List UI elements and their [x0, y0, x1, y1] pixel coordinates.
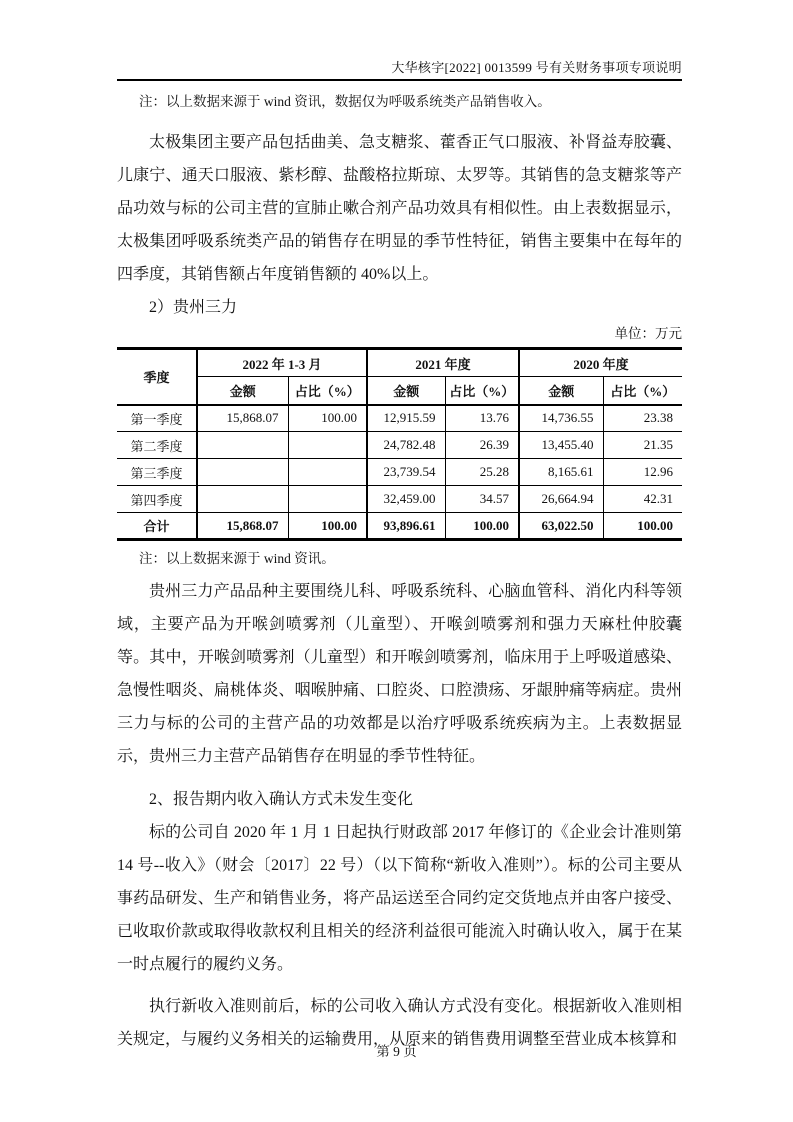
page-content	[117, 86, 682, 1056]
value-cell	[197, 459, 288, 486]
value-cell: 26,664.94	[519, 486, 603, 513]
row-label: 第四季度	[117, 486, 197, 513]
table-header-amount-2022: 金额	[197, 377, 288, 405]
table1-source-note: 注：以上数据来源于 wind 资讯，数据仅为呼吸系统类产品销售收入。	[139, 94, 551, 109]
value-cell: 93,896.61	[367, 513, 445, 540]
value-cell	[288, 432, 367, 459]
page-footer	[0, 1040, 793, 1060]
guizhou-products-paragraph: 贵州三力产品品种主要围绕儿科、呼吸系统科、心脑血管科、消化内科等领域，主要产品为开喉剑喷雾剂（儿童型）、开喉剑喷雾剂和强力天麻杜仲胶囊等。其中，开喉剑喷雾剂（儿童型）和开喉剑喷雾剂，临床用于上呼吸道感染、急慢性咽炎、扁桃体炎、咽喉肿痛、口腔炎、口腔溃疡、牙龈肿痛等病症。贵州三力与标的公司的主营产品的功效都是以治疗呼吸系统疾病为主。上表数据显示，贵州三力主营产品销售存在明显的季节性特征。	[117, 583, 682, 765]
row-label: 第二季度	[117, 432, 197, 459]
table-header-2020: 2020 年度	[519, 349, 682, 377]
value-cell: 100.00	[288, 513, 367, 540]
guizhou-sanli-heading: 2）贵州三力	[149, 299, 238, 316]
value-cell: 12.96	[603, 459, 682, 486]
table-header-amount-2021: 金额	[367, 377, 445, 405]
value-cell: 26.39	[445, 432, 519, 459]
value-cell	[288, 486, 367, 513]
value-cell: 100.00	[445, 513, 519, 540]
table-header-ratio-2020: 占比（%）	[603, 377, 682, 405]
value-cell: 15,868.07	[197, 405, 288, 432]
value-cell: 12,915.59	[367, 405, 445, 432]
value-cell: 24,782.48	[367, 432, 445, 459]
table-header-2022: 2022 年 1-3 月	[197, 349, 367, 377]
value-cell: 34.57	[445, 486, 519, 513]
value-cell: 32,459.00	[367, 486, 445, 513]
value-cell: 13.76	[445, 405, 519, 432]
value-cell: 13,455.40	[519, 432, 603, 459]
value-cell: 14,736.55	[519, 405, 603, 432]
table-header-years-row	[117, 349, 682, 377]
value-cell: 25.28	[445, 459, 519, 486]
taiji-products-paragraph: 太极集团主要产品包括曲美、急支糖浆、藿香正气口服液、补肾益寿胶囊、儿康宁、通天口服液、紫杉醇、盐酸格拉斯琼、太罗等。其销售的急支糖浆等产品功效与标的公司主营的宣肺止嗽合剂产品功效具有相似性。由上表数据显示，太极集团呼吸系统类产品的销售存在明显的季节性特征，销售主要集中在每年的四季度，其销售额占年度销售额的 40%以上。	[117, 134, 682, 283]
table-header-sub-row	[117, 377, 682, 405]
value-cell: 100.00	[603, 513, 682, 540]
page-number: 第 9 页	[376, 1044, 417, 1059]
table2-source-note: 注：以上数据来源于 wind 资讯。	[139, 551, 335, 566]
transport-cost-paragraph: 执行新收入准则前后，标的公司收入确认方式没有变化。根据新收入准则相关规定，与履约义务相关的运输费用，从原来的销售费用调整至营业成本核算和	[117, 998, 682, 1048]
quarterly-sales-table	[117, 347, 682, 541]
row-label: 第三季度	[117, 459, 197, 486]
table-unit-label: 单位：万元	[614, 326, 682, 341]
value-cell: 100.00	[288, 405, 367, 432]
header-doc-reference: 大华核字[2022] 0013599 号有关财务事项专项说明	[391, 60, 682, 75]
table-row-q1	[117, 405, 682, 432]
table-header-ratio-2022: 占比（%）	[288, 377, 367, 405]
value-cell: 42.31	[603, 486, 682, 513]
table-header-amount-2020: 金额	[519, 377, 603, 405]
table-row-total	[117, 513, 682, 540]
value-cell: 23,739.54	[367, 459, 445, 486]
value-cell: 63,022.50	[519, 513, 603, 540]
table-header-ratio-2021: 占比（%）	[445, 377, 519, 405]
table-row-q2	[117, 432, 682, 459]
value-cell: 21.35	[603, 432, 682, 459]
value-cell	[288, 459, 367, 486]
row-label: 第一季度	[117, 405, 197, 432]
table-header-quarter: 季度	[117, 349, 197, 405]
value-cell: 8,165.61	[519, 459, 603, 486]
value-cell: 23.38	[603, 405, 682, 432]
table-header-2021: 2021 年度	[367, 349, 519, 377]
revenue-policy-paragraph: 标的公司自 2020 年 1 月 1 日起执行财政部 2017 年修订的《企业会计准则第 14 号--收入》（财会〔2017〕22 号）（以下简称“新收入准则”）。标的公司主要从事药品研发、生产和销售业务，将产品运送至合同约定交货地点并由客户接受、已收取价款或取得收款权利且相关的经济利益很可能流入时确认收入，属于在某一时点履行的履约义务。	[117, 824, 682, 973]
row-label: 合计	[117, 513, 197, 540]
value-cell	[197, 432, 288, 459]
value-cell: 15,868.07	[197, 513, 288, 540]
table-row-q4	[117, 486, 682, 513]
table-row-q3	[117, 459, 682, 486]
header-rule	[117, 79, 682, 81]
section2-heading: 2、报告期内收入确认方式未发生变化	[149, 791, 414, 808]
value-cell	[197, 486, 288, 513]
